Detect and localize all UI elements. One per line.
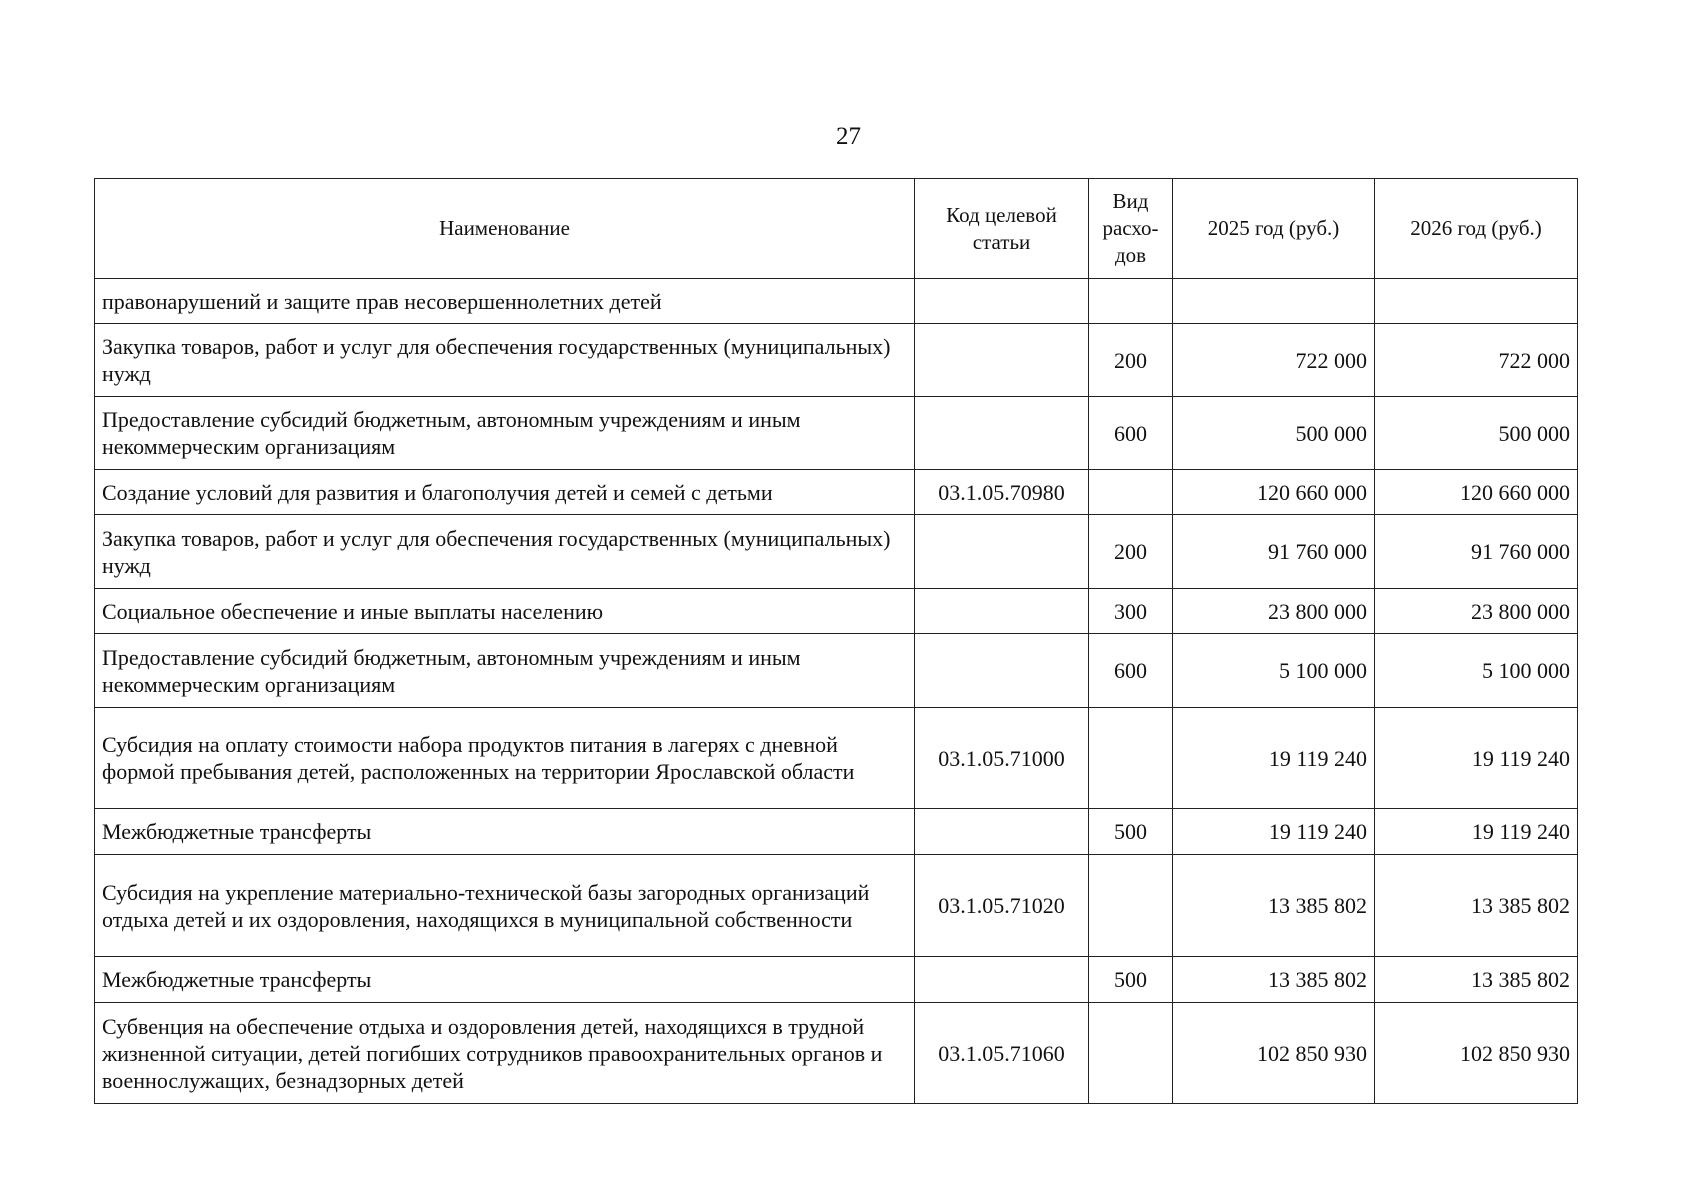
row-amount-2025: 102 850 930: [1173, 1003, 1375, 1104]
row-code: [915, 279, 1089, 324]
table-row: [95, 957, 1578, 1003]
row-amount-2025: 5 100 000: [1173, 634, 1375, 708]
table-row: [95, 589, 1578, 634]
table-row: [95, 279, 1578, 324]
header-kind: Вид расхо-дов: [1089, 179, 1173, 279]
row-name: Субвенция на обеспечение отдыха и оздоровления детей, находящихся в трудной жизненной ситуации, детей погибших сотрудников правоохранительных органов и военнослужащих, безнадзорных детей: [95, 1003, 915, 1104]
row-kind: [1089, 470, 1173, 515]
row-kind: 300: [1089, 589, 1173, 634]
row-amount-2026: 5 100 000: [1375, 634, 1578, 708]
row-name: Предоставление субсидий бюджетным, автономным учреждениям и иным некоммерческим организациям: [95, 634, 915, 708]
row-amount-2025: 19 119 240: [1173, 708, 1375, 809]
table-row: [95, 855, 1578, 957]
table-row: [95, 470, 1578, 515]
row-code: 03.1.05.71020: [915, 855, 1089, 957]
row-name: Межбюджетные трансферты: [95, 957, 915, 1003]
row-kind: 200: [1089, 324, 1173, 397]
row-code: [915, 515, 1089, 589]
table-header-row: [95, 179, 1578, 279]
row-amount-2026: 500 000: [1375, 397, 1578, 470]
row-amount-2025: 722 000: [1173, 324, 1375, 397]
row-amount-2026: 13 385 802: [1375, 855, 1578, 957]
row-code: [915, 589, 1089, 634]
table-row: [95, 324, 1578, 397]
row-name: Субсидия на укрепление материально-технической базы загородных организаций отдыха детей и их оздоровления, находящихся в муниципальной собственности: [95, 855, 915, 957]
row-code: [915, 809, 1089, 855]
row-name: Межбюджетные трансферты: [95, 809, 915, 855]
row-code: [915, 634, 1089, 708]
row-kind: 200: [1089, 515, 1173, 589]
row-amount-2025: 19 119 240: [1173, 809, 1375, 855]
row-name: Создание условий для развития и благополучия детей и семей с детьми: [95, 470, 915, 515]
row-name: правонарушений и защите прав несовершеннолетних детей: [95, 279, 915, 324]
row-amount-2025: 13 385 802: [1173, 957, 1375, 1003]
header-year-2025: 2025 год (руб.): [1173, 179, 1375, 279]
row-kind: 600: [1089, 634, 1173, 708]
header-name: Наименование: [95, 179, 915, 279]
row-amount-2025: 500 000: [1173, 397, 1375, 470]
table-row: [95, 397, 1578, 470]
row-kind: [1089, 708, 1173, 809]
row-amount-2025: 13 385 802: [1173, 855, 1375, 957]
row-amount-2026: [1375, 279, 1578, 324]
row-name: Субсидия на оплату стоимости набора продуктов питания в лагерях с дневной формой пребывания детей, расположенных на территории Ярославской области: [95, 708, 915, 809]
row-code: 03.1.05.71060: [915, 1003, 1089, 1104]
row-amount-2026: 120 660 000: [1375, 470, 1578, 515]
row-amount-2025: 23 800 000: [1173, 589, 1375, 634]
row-code: [915, 957, 1089, 1003]
row-kind: 500: [1089, 957, 1173, 1003]
table-row: [95, 1003, 1578, 1104]
row-kind: [1089, 279, 1173, 324]
row-code: 03.1.05.70980: [915, 470, 1089, 515]
row-kind: [1089, 1003, 1173, 1104]
table-row: [95, 515, 1578, 589]
row-name: Социальное обеспечение и иные выплаты населению: [95, 589, 915, 634]
row-amount-2026: 19 119 240: [1375, 708, 1578, 809]
row-kind: 500: [1089, 809, 1173, 855]
row-name: Закупка товаров, работ и услуг для обеспечения государственных (муниципальных) нужд: [95, 515, 915, 589]
row-amount-2026: 13 385 802: [1375, 957, 1578, 1003]
row-code: 03.1.05.71000: [915, 708, 1089, 809]
row-kind: [1089, 855, 1173, 957]
row-amount-2026: 722 000: [1375, 324, 1578, 397]
row-amount-2026: 102 850 930: [1375, 1003, 1578, 1104]
table-row: [95, 708, 1578, 809]
table-row: [95, 809, 1578, 855]
row-amount-2026: 23 800 000: [1375, 589, 1578, 634]
row-name: Предоставление субсидий бюджетным, автономным учреждениям и иным некоммерческим организациям: [95, 397, 915, 470]
row-code: [915, 397, 1089, 470]
row-code: [915, 324, 1089, 397]
row-amount-2025: 120 660 000: [1173, 470, 1375, 515]
header-code: Код целевой статьи: [915, 179, 1089, 279]
row-name: Закупка товаров, работ и услуг для обеспечения государственных (муниципальных) нужд: [95, 324, 915, 397]
table-row: [95, 634, 1578, 708]
budget-table: [94, 178, 1578, 1104]
row-amount-2026: 91 760 000: [1375, 515, 1578, 589]
header-year-2026: 2026 год (руб.): [1375, 179, 1578, 279]
row-amount-2025: 91 760 000: [1173, 515, 1375, 589]
row-amount-2026: 19 119 240: [1375, 809, 1578, 855]
row-kind: 600: [1089, 397, 1173, 470]
row-amount-2025: [1173, 279, 1375, 324]
page-number: 27: [836, 123, 861, 150]
